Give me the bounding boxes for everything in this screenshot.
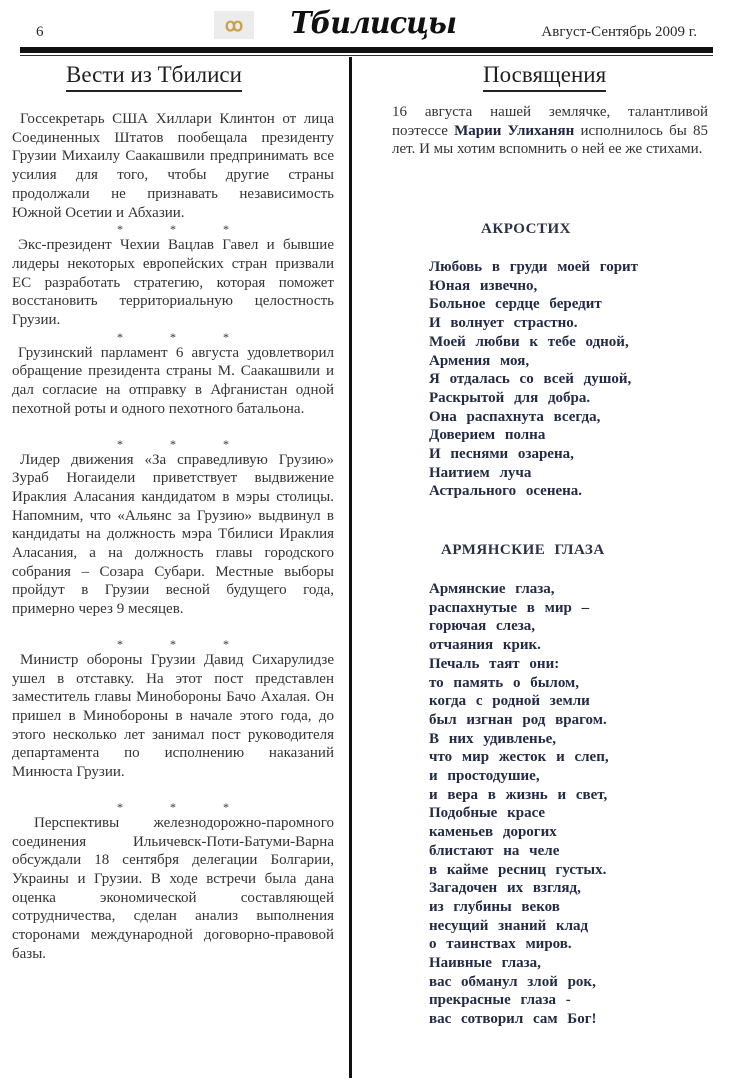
left-column-title: Вести из Тбилиси xyxy=(66,62,242,92)
separator-stars: * * * xyxy=(117,222,251,237)
poem-line: Любовь в груди моей горит xyxy=(429,259,639,275)
poem-title: АРМЯНСКИЕ ГЛАЗА xyxy=(441,542,605,558)
poem-line: Юная извечно, xyxy=(429,277,538,294)
separator-stars: * * * xyxy=(117,329,251,344)
news-item: Лидер движения «За справедливую Грузию» Зураб Ногаидели приветствует выдвижение Ираклия Аласания кандидатом в мэры столицы. Напомним, что «Альянс за Грузию» выдвинул в кандидаты на должность мэра Тбилиси Ираклия Аласания, а на должность главы городского собрания – Созара Субари. Местные выборы пройдут в Грузии весной будущего года, примерно через 9 месяцев. xyxy=(12,451,334,618)
separator-stars: * * * xyxy=(117,436,251,451)
poem-line: отчаяния крик. xyxy=(429,637,541,654)
poem-line: Армения моя, xyxy=(429,352,530,369)
poem-line: И волнует страстно. xyxy=(429,315,578,332)
poem-line: блистают на челе xyxy=(429,842,560,859)
poem-line: Она распахнута всегда, xyxy=(429,408,601,425)
poem-armenian-eyes xyxy=(429,580,609,1029)
poem-line: что мир жесток и слеп, xyxy=(429,749,609,766)
poem-line: несущий знаний клад xyxy=(429,917,589,934)
separator-stars: * * * xyxy=(117,636,251,651)
poem-line: Наитием луча xyxy=(429,464,532,481)
masthead-logo: Тбилисцы xyxy=(290,6,457,41)
news-item: Госсекретарь США Хиллари Клинтон от лица Соединенных Штатов пообещала президенту Грузии Михаилу Саакашвили предпринимать все усилия для того, чтобы другие страны продолжали не признавать независимость Южной Осетии и Абхазии. xyxy=(12,111,334,221)
poem-line: Астрального осенена. xyxy=(429,483,583,500)
poem-line: когда с родной земли xyxy=(429,693,590,710)
poem-line: Загадочен их взгляд, xyxy=(429,880,581,897)
poem-line: Я отдалась со всей душой, xyxy=(429,371,632,388)
separator-stars: * * * xyxy=(117,799,251,814)
poet-name: Марии Улиханян xyxy=(454,122,575,139)
dedication-intro: 16 августа нашей землячке, талантливой поэтессе Марии Улиханян исполнилось бы 85 лет. И мы хотим вспомнить о ней ее же стихами. xyxy=(392,104,708,158)
poem-line: Моей любви к тебе одной, xyxy=(429,333,629,350)
issue-date: Август-Сентябрь 2009 г. xyxy=(541,24,697,40)
poem-line: Больное сердце бередит xyxy=(429,296,602,313)
poem-line: и простодушие, xyxy=(429,768,540,785)
poem-line: Доверием полна xyxy=(429,427,546,444)
poem-line: В них удивленье, xyxy=(429,730,557,747)
poem-line: И песнями озарена, xyxy=(429,446,574,463)
poem-line: каменьев дорогих xyxy=(429,824,557,841)
news-item: Министр обороны Грузии Давид Сихарулидзе ушел в отставку. На этот пост представлен заместитель главы Минобороны Бачо Ахалая. Он пришел в Минобороны в начале этого года, до этого несколько лет занимал пост руководителя департамента по исполнению наказаний Минюста Грузии. xyxy=(12,651,334,781)
poem-line: горючая слеза, xyxy=(429,618,536,635)
poem-title: АКРОСТИХ xyxy=(481,221,571,237)
poem-line: из глубины веков xyxy=(429,898,560,915)
header-rule-thick xyxy=(20,47,713,53)
poem-acrostic xyxy=(429,258,638,501)
poem-line: вас сотворил сам Бог! xyxy=(429,1011,597,1028)
poem-line: Печаль таят они: xyxy=(429,655,560,672)
page-number: 6 xyxy=(36,24,44,40)
poem-line: Наивные глаза, xyxy=(429,955,541,972)
poem-line: был изгнан род врагом. xyxy=(429,711,607,728)
poem-line: Армянские глаза, xyxy=(429,581,555,597)
poem-line: о таинствах миров. xyxy=(429,936,572,953)
right-column-title: Посвящения xyxy=(483,62,606,92)
newspaper-emblem xyxy=(214,11,254,39)
news-item: Грузинский парламент 6 августа удовлетворил обращение президента страны М. Саакашвили и дал согласие на отправку в Афганистан одной пехотной роты и одного пехотного батальона. xyxy=(12,344,334,417)
poem-line: то память о былом, xyxy=(429,674,580,691)
column-divider xyxy=(349,57,352,1078)
poem-line: распахнутые в мир – xyxy=(429,599,590,616)
poem-line: в кайме ресниц густых. xyxy=(429,861,607,878)
header-rule-thin xyxy=(20,55,713,56)
emblem-icon: ꝏ xyxy=(224,15,244,35)
news-item: Экс-президент Чехии Вацлав Гавел и бывшие лидеры некоторых европейских стран призвали ЕС разработать стратегию, которая поможет восстановить территориальную целостность Грузии. xyxy=(12,237,334,329)
poem-line: вас обманул злой рок, xyxy=(429,973,596,990)
poem-line: Раскрытой для добра. xyxy=(429,389,591,406)
news-column xyxy=(12,110,334,963)
poem-line: Подобные красе xyxy=(429,805,546,822)
poem-line: прекрасные глаза - xyxy=(429,992,571,1009)
poem-line: и вера в жизнь и свет, xyxy=(429,786,608,803)
news-item: Перспективы железнодорожно-паромного соединения Ильичевск-Поти-Батуми-Варна обсуждали 18 сентября делегации Болгарии, Украины и Грузии. В ходе встречи была дана оценка экономической составляющей сотрудничества, сделан анализ выполнения сторонами международной договорно-правовой базы. xyxy=(12,814,334,962)
